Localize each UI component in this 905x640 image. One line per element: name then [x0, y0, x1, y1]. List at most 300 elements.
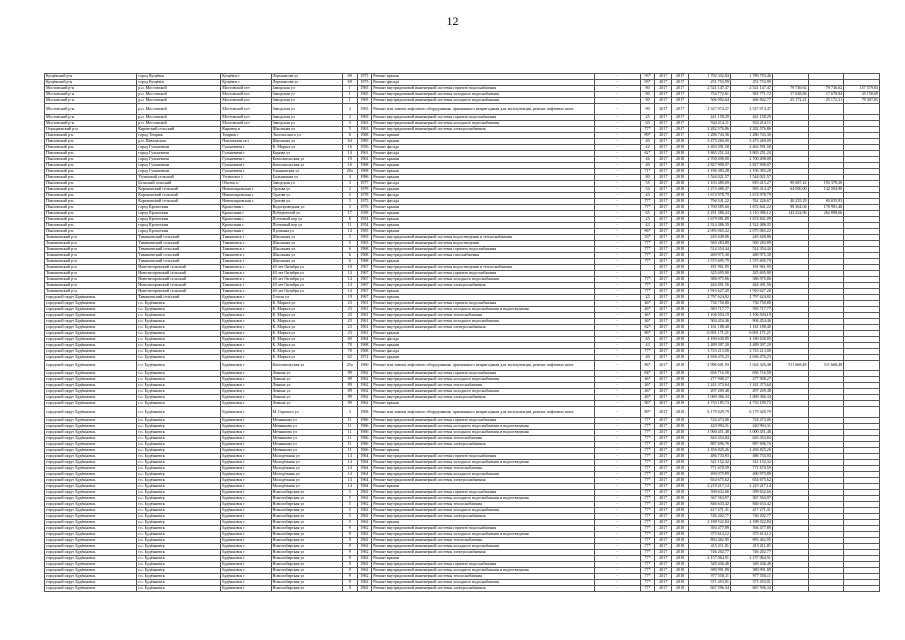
cell-plan_year: 2017: [655, 300, 672, 306]
cell-house: 89: [342, 401, 357, 407]
cell-dash: -: [594, 579, 640, 585]
cell-plan_year: 2017: [655, 210, 672, 216]
cell-house: 23: [342, 324, 357, 330]
cell-dash: -: [594, 555, 640, 561]
cell-street: Новосибирская ул: [271, 525, 342, 531]
cell-total_cost: 2 314 486,35: [688, 222, 730, 228]
cell-locality: Кущёвск г: [221, 80, 271, 86]
cell-district: городской округ Будённовск: [45, 389, 137, 395]
cell-finish_year: 2018: [672, 150, 689, 156]
cell-year: 1962: [357, 579, 372, 585]
cell-plan_year: 2017: [655, 435, 672, 441]
cell-work: Ремонт крыши: [372, 354, 594, 360]
cell-district: городской округ Будённовск: [45, 395, 137, 401]
cell-regional_share: 2 827 908,07: [730, 162, 772, 168]
cell-code: 77*: [640, 465, 655, 471]
cell-total_cost: 2 463 591,58: [688, 144, 730, 150]
cell-locality: Обиток п: [221, 180, 271, 186]
cell-year: 1963: [357, 234, 372, 240]
cell-plan_year: 2017: [655, 465, 672, 471]
cell-year: 1968: [357, 132, 372, 138]
cell-district: городской округ Будённовск: [45, 294, 137, 300]
cell-code: 77*: [640, 423, 655, 429]
cell-street: Новосибирская ул: [271, 549, 342, 555]
cell-plan_year: 2017: [655, 531, 672, 537]
cell-code: 77*: [640, 567, 655, 573]
cell-district: Тимашевский р-н: [45, 252, 137, 258]
cell-house: 9: [342, 543, 357, 549]
cell-other_share: 79 307,65: [844, 98, 880, 104]
cell-finish_year: 2017: [672, 92, 689, 98]
cell-finish_year: 2018: [672, 525, 689, 531]
cell-work: Ремонт внутридомовой инженерной системы горячего водоснабжения: [372, 525, 594, 531]
cell-settlement: г.о. Будённовск: [137, 330, 221, 336]
cell-code: 77*: [640, 348, 655, 354]
cell-locality: Успенское с: [221, 174, 271, 180]
cell-regional_share: 2 196 383,28: [730, 168, 772, 174]
cell-street: К. Маркса ул: [271, 312, 342, 318]
cell-street: Молодёжная ул: [271, 453, 342, 459]
cell-locality: Тимашевск г: [221, 246, 271, 252]
cell-dash: -: [594, 395, 640, 401]
cell-work: Ремонт внутридомовой инженерной системы холодного водоснабжения: [372, 276, 594, 282]
cell-house: 14: [342, 483, 357, 489]
cell-finish_year: 2018: [672, 537, 689, 543]
cell-total_cost: 444 491,56: [688, 282, 730, 288]
cell-owners_share: 142 504,90: [808, 186, 844, 192]
cell-finish_year: 2018: [672, 318, 689, 324]
cell-settlement: г.о. Будённовск: [137, 495, 221, 501]
cell-street: Ленина ул: [271, 383, 342, 389]
cell-year: 1954: [357, 216, 372, 222]
cell-regional_share: 444 491,56: [730, 282, 772, 288]
cell-dash: -: [594, 567, 640, 573]
cell-district: Кущёвский р-н: [45, 74, 137, 80]
cell-house: 3: [342, 120, 357, 126]
cell-total_cost: 794 541,22: [688, 198, 730, 204]
cell-plan_year: 2017: [655, 258, 672, 264]
cell-total_cost: 2 527 074,47: [688, 104, 730, 115]
cell-work: Ремонт внутридомовой инженерной системы водоотведения и теплоснабжения: [372, 234, 594, 240]
cell-year: 1954: [357, 222, 372, 228]
cell-owners_share: 511 668,48: [808, 360, 844, 371]
cell-regional_share: 4 636 476,23: [730, 354, 772, 360]
cell-street: Новосибирская ул: [271, 489, 342, 495]
cell-street: Новосибирская ул: [271, 501, 342, 507]
cell-district: городской округ Будённовск: [45, 423, 137, 429]
cell-locality: Кропоткин г: [221, 210, 271, 216]
cell-code: 77*: [640, 453, 655, 459]
cell-settlement: город Кропоткин: [137, 216, 221, 222]
cell-code: 46*: [640, 395, 655, 401]
cell-locality: Будённовск г: [221, 567, 271, 573]
cell-district: городской округ Будённовск: [45, 318, 137, 324]
cell-regional_share: 977 550,11: [730, 573, 772, 579]
cell-work: Ремонт внутридомовой инженерной системы электроснабжения: [372, 585, 594, 591]
cell-settlement: г.о. Будённовск: [137, 312, 221, 318]
cell-house: 14: [342, 465, 357, 471]
cell-finish_year: 2018: [672, 144, 689, 150]
table-row: [45, 585, 880, 591]
cell-dash: -: [594, 228, 640, 234]
cell-dash: -: [594, 300, 640, 306]
table-row: [45, 264, 880, 270]
cell-street: Мечникова ул: [271, 447, 342, 453]
cell-finish_year: 2018: [672, 401, 689, 407]
cell-district: Тимашевский р-н: [45, 234, 137, 240]
cell-work: Ремонт крыши: [372, 342, 594, 348]
cell-owners_share: [808, 104, 844, 115]
cell-total_cost: 277 908,27: [688, 377, 730, 383]
cell-code: 65: [640, 120, 655, 126]
cell-regional_share: 181 961,95: [730, 264, 772, 270]
cell-code: 77*: [640, 537, 655, 543]
cell-settlement: г.о. Будённовск: [137, 555, 221, 561]
cell-dash: -: [594, 519, 640, 525]
cell-district: Павловский р-н: [45, 156, 137, 162]
cell-code: 77*: [640, 459, 655, 465]
cell-total_cost: 904 454,46: [688, 318, 730, 324]
cell-total_cost: 514 354,44: [688, 246, 730, 252]
cell-dash: -: [594, 389, 640, 395]
cell-code: 77*: [640, 252, 655, 258]
cell-district: Павловский р-н: [45, 228, 137, 234]
cell-street: Мечникова ул: [271, 423, 342, 429]
cell-regional_share: 1 024 326,48: [730, 360, 772, 371]
cell-finish_year: 2018: [672, 330, 689, 336]
cell-locality: Будённовск г: [221, 555, 271, 561]
cell-municipal_share: 17 628,84: [772, 92, 808, 98]
cell-regional_share: 1 000 451,48: [730, 429, 772, 435]
cell-street: Пушкина ул: [271, 228, 342, 234]
cell-owners_share: 170 981,40: [808, 204, 844, 210]
cell-total_cost: 2 489 397,20: [688, 342, 730, 348]
cell-finish_year: 2017: [672, 126, 689, 132]
cell-locality: Будённовск г: [221, 495, 271, 501]
cell-total_cost: 3 865 251,24: [688, 150, 730, 156]
cell-locality: Будённовск г: [221, 519, 271, 525]
cell-regional_share: 2 110 386,12: [730, 210, 772, 216]
cell-house: 2: [342, 104, 357, 115]
cell-settlement: р.п. Мостовской: [137, 120, 221, 126]
cell-locality: Будённовск г: [221, 525, 271, 531]
cell-regional_share: 375 614,12: [730, 531, 772, 537]
cell-dash: -: [594, 126, 640, 132]
cell-regional_share: 399 632,66: [730, 489, 772, 495]
cell-dash: -: [594, 513, 640, 519]
cell-locality: Будённовск г: [221, 417, 271, 423]
cell-street: Новосибирская ул: [271, 537, 342, 543]
cell-plan_year: 2017: [655, 579, 672, 585]
cell-locality: Будённовск г: [221, 318, 271, 324]
cell-year: 1962: [357, 519, 372, 525]
cell-code: 77*: [640, 561, 655, 567]
cell-work: Ремонт внутридомовой инженерной системы холодного водоснабжения: [372, 543, 594, 549]
cell-plan_year: 2017: [655, 501, 672, 507]
cell-street: Заводская ул: [271, 114, 342, 120]
cell-finish_year: 2018: [672, 407, 689, 418]
cell-regional_share: 3 475 260,00: [730, 138, 772, 144]
cell-year: 1976: [357, 204, 372, 210]
cell-work: Ремонт внутридомовой инженерной системы теплоснабжения: [372, 573, 594, 579]
cell-district: Тимашевский р-н: [45, 270, 137, 276]
cell-street: Школьная ул: [271, 138, 342, 144]
cell-dash: -: [594, 222, 640, 228]
cell-house: 89: [342, 383, 357, 389]
cell-year: 1964: [357, 336, 372, 342]
cell-house: 23: [342, 330, 357, 336]
cell-house: 9: [342, 537, 357, 543]
cell-locality: Кропоткин г: [221, 222, 271, 228]
cell-finish_year: 2018: [672, 489, 689, 495]
cell-house: 5: [342, 489, 357, 495]
cell-code: 77*: [640, 489, 655, 495]
cell-year: 1956: [357, 144, 372, 150]
cell-plan_year: 2017: [655, 585, 672, 591]
cell-regional_share: 2 463 591,58: [730, 144, 772, 150]
cell-year: 1986: [357, 174, 372, 180]
cell-total_cost: 656 716,50: [688, 371, 730, 377]
cell-dash: -: [594, 585, 640, 591]
cell-work: Ремонт внутридомовой инженерной системы горячего водоснабжения: [372, 453, 594, 459]
cell-plan_year: 2017: [655, 288, 672, 294]
cell-work: Ремонт внутридомовой инженерной системы горячего водоснабжения: [372, 246, 594, 252]
cell-code: 77*: [640, 525, 655, 531]
cell-finish_year: 2018: [672, 204, 689, 210]
cell-district: городской округ Будённовск: [45, 561, 137, 567]
cell-street: Мечникова ул: [271, 435, 342, 441]
cell-dash: -: [594, 543, 640, 549]
cell-dash: -: [594, 531, 640, 537]
cell-dash: -: [594, 156, 640, 162]
cell-year: 1962: [357, 389, 372, 395]
cell-district: городской округ Будённовск: [45, 537, 137, 543]
cell-house: 64: [342, 138, 357, 144]
cell-house: 14: [342, 282, 357, 288]
cell-work: Ремонт внутридомовой инженерной системы теплоснабжения: [372, 537, 594, 543]
cell-regional_share: 819 415,27: [730, 180, 772, 186]
cell-plan_year: 2017: [655, 395, 672, 401]
cell-regional_share: 761 226,67: [730, 198, 772, 204]
cell-regional_share: 4 733 185,73: [730, 401, 772, 407]
cell-regional_share: 490 975,89: [730, 471, 772, 477]
cell-house: 9: [342, 561, 357, 567]
cell-code: 77*: [640, 288, 655, 294]
cell-year: 1961: [357, 312, 372, 318]
cell-regional_share: 904 454,46: [730, 318, 772, 324]
cell-district: городской округ Будённовск: [45, 447, 137, 453]
cell-locality: Будённовск г: [221, 561, 271, 567]
cell-locality: Будённовск г: [221, 336, 271, 342]
cell-total_cost: 569 283,89: [688, 240, 730, 246]
cell-dash: -: [594, 204, 640, 210]
cell-municipal_share: 79 736,62: [772, 86, 808, 92]
cell-house: 10: [342, 264, 357, 270]
cell-plan_year: 2017: [655, 561, 672, 567]
cell-street: К. Маркса ул: [271, 324, 342, 330]
cell-house: 5: [342, 240, 357, 246]
cell-work: Ремонт крыши: [372, 401, 594, 407]
cell-settlement: Новотитаровский сельский: [137, 288, 221, 294]
cell-house: 5: [342, 513, 357, 519]
cell-settlement: р.п. Мостовской: [137, 86, 221, 92]
cell-work: Ремонт внутридомовой инженерной системы холодного водоснабжения: [372, 318, 594, 324]
cell-dash: -: [594, 246, 640, 252]
cell-locality: Тимашевск г: [221, 276, 271, 282]
cell-settlement: г.о. Будённовск: [137, 501, 221, 507]
cell-settlement: Новотитаровский сельский: [137, 270, 221, 276]
cell-total_cost: 6 179 429,79: [688, 407, 730, 418]
cell-finish_year: 2018: [672, 573, 689, 579]
cell-regional_share: 736 750,80: [730, 300, 772, 306]
cell-settlement: г.о. Будённовск: [137, 459, 221, 465]
cell-plan_year: 2017: [655, 114, 672, 120]
cell-plan_year: 2017: [655, 417, 672, 423]
cell-plan_year: 2017: [655, 360, 672, 371]
cell-finish_year: 2018: [672, 531, 689, 537]
cell-plan_year: 2017: [655, 389, 672, 395]
cell-finish_year: 2018: [672, 168, 689, 174]
cell-work: Ремонт крыши: [372, 156, 594, 162]
cell-dash: -: [594, 74, 640, 80]
cell-locality: Будённовск г: [221, 294, 271, 300]
cell-finish_year: 2018: [672, 210, 689, 216]
cell-plan_year: 2017: [655, 477, 672, 483]
cell-house: 14: [342, 471, 357, 477]
cell-work: Ремонт крыши: [372, 555, 594, 561]
cell-work: Ремонт внутридомовой инженерной системы водоотведения и теплоснабжения: [372, 264, 594, 270]
cell-settlement: город Гулькевичи: [137, 156, 221, 162]
cell-code: 77*: [640, 198, 655, 204]
cell-settlement: г.о. Будённовск: [137, 423, 221, 429]
cell-settlement: г.о. Будённовск: [137, 507, 221, 513]
cell-total_cost: 1 575 695,79: [688, 258, 730, 264]
cell-district: городской округ Будённовск: [45, 531, 137, 537]
cell-work: Ремонт внутридомовой инженерной системы горячего водоснабжения: [372, 371, 594, 377]
cell-code: 80: [640, 174, 655, 180]
cell-total_cost: 506 902,64: [688, 98, 730, 104]
cell-district: городской округ Будённовск: [45, 543, 137, 549]
cell-dash: -: [594, 80, 640, 86]
cell-settlement: город Темрюк: [137, 132, 221, 138]
cell-dash: -: [594, 120, 640, 126]
cell-house: 14: [342, 453, 357, 459]
cell-total_cost: 367 563,97: [688, 495, 730, 501]
cell-street: К. Маркса ул: [271, 336, 342, 342]
cell-street: К. Маркса ул: [271, 144, 342, 150]
cell-year: 1978: [357, 186, 372, 192]
cell-finish_year: 2018: [672, 270, 689, 276]
cell-regional_share: 325 695,90: [730, 270, 772, 276]
cell-house: 70: [342, 342, 357, 348]
cell-dash: -: [594, 132, 640, 138]
cell-house: 14: [342, 288, 357, 294]
cell-code: 77*: [640, 417, 655, 423]
cell-code: 77*: [640, 204, 655, 210]
cell-dash: -: [594, 192, 640, 198]
cell-regional_share: 2 527 074,47: [730, 104, 772, 115]
cell-dash: -: [594, 168, 640, 174]
cell-finish_year: 2018: [672, 447, 689, 453]
cell-locality: Мостовской пгт: [221, 98, 271, 104]
cell-regional_share: 2 219 217,14: [730, 483, 772, 489]
cell-code: 80: [640, 92, 655, 98]
cell-finish_year: 2018: [672, 423, 689, 429]
cell-work: Ремонт крыши: [372, 288, 594, 294]
cell-owners_share: 79 736,62: [808, 86, 844, 92]
cell-municipal_share: 40 235,29: [772, 198, 808, 204]
cell-year: 1968: [357, 246, 372, 252]
cell-work: Ремонт крыши: [372, 162, 594, 168]
cell-street: Школьная ул: [271, 234, 342, 240]
cell-district: городской округ Будённовск: [45, 435, 137, 441]
cell-locality: Мостовской пгт: [221, 120, 271, 126]
cell-work: Ремонт крыши: [372, 222, 594, 228]
table-row: [45, 126, 880, 132]
cell-plan_year: 2017: [655, 294, 672, 300]
cell-dash: -: [594, 348, 640, 354]
cell-street: Новосибирская ул: [271, 561, 342, 567]
cell-locality: Тимашевск г: [221, 264, 271, 270]
cell-year: 1961: [357, 300, 372, 306]
cell-regional_share: 2 314 486,35: [730, 222, 772, 228]
cell-year: 1963: [357, 104, 372, 115]
cell-district: Тимашевский р-н: [45, 240, 137, 246]
cell-locality: Будённовск г: [221, 477, 271, 483]
cell-district: городской округ Будённовск: [45, 441, 137, 447]
cell-owners_share: [808, 407, 844, 418]
cell-finish_year: 2018: [672, 519, 689, 525]
cell-year: 1962: [357, 401, 372, 407]
cell-work: Ремонт внутридомовой инженерной системы холодного водоснабжения: [372, 471, 594, 477]
cell-house: 25а: [342, 360, 357, 371]
cell-total_cost: 1 674 978,79: [688, 192, 730, 198]
cell-district: городской округ Будённовск: [45, 489, 137, 495]
cell-locality: Будённовск г: [221, 513, 271, 519]
cell-district: городской округ Будённовск: [45, 567, 137, 573]
cell-work: Ремонт внутридомовой инженерной системы электроснабжения: [372, 549, 594, 555]
cell-work: Ремонт внутридомовой инженерной системы холодного водоснабжения: [372, 120, 594, 126]
cell-municipal_share: [772, 585, 808, 591]
cell-district: городской округ Будённовск: [45, 354, 137, 360]
cell-code: 80: [640, 86, 655, 92]
cell-street: Школьная ул: [271, 246, 342, 252]
cell-house: 9: [342, 525, 357, 531]
cell-house: 89: [342, 377, 357, 383]
cell-owners_share: 262 898,66: [808, 210, 844, 216]
cell-total_cost: 2 700 498,00: [688, 156, 730, 162]
cell-code: 86*: [640, 360, 655, 371]
cell-work: Ремонт внутридомовой инженерной системы электроснабжения: [372, 477, 594, 483]
cell-dash: -: [594, 312, 640, 318]
cell-street: 40 лет Октября ул: [271, 270, 342, 276]
cell-finish_year: 2018: [672, 585, 689, 591]
cell-total_cost: 6 691 171,21: [688, 330, 730, 336]
cell-plan_year: 2017: [655, 126, 672, 132]
cell-district: городской округ Будённовск: [45, 519, 137, 525]
cell-regional_share: 1 069 366,34: [730, 395, 772, 401]
cell-district: Павловский р-н: [45, 144, 137, 150]
cell-settlement: р.п. Мостовской: [137, 104, 221, 115]
cell-year: 1961: [357, 150, 372, 156]
cell-regional_share: 441 158,29: [730, 114, 772, 120]
cell-plan_year: 2017: [655, 453, 672, 459]
cell-locality: Кропоткин г: [221, 216, 271, 222]
cell-street: Ленина ул: [271, 371, 342, 377]
cell-district: Павловский р-н: [45, 204, 137, 210]
cell-locality: Будённовск г: [221, 537, 271, 543]
cell-street: Школьная ул: [271, 252, 342, 258]
